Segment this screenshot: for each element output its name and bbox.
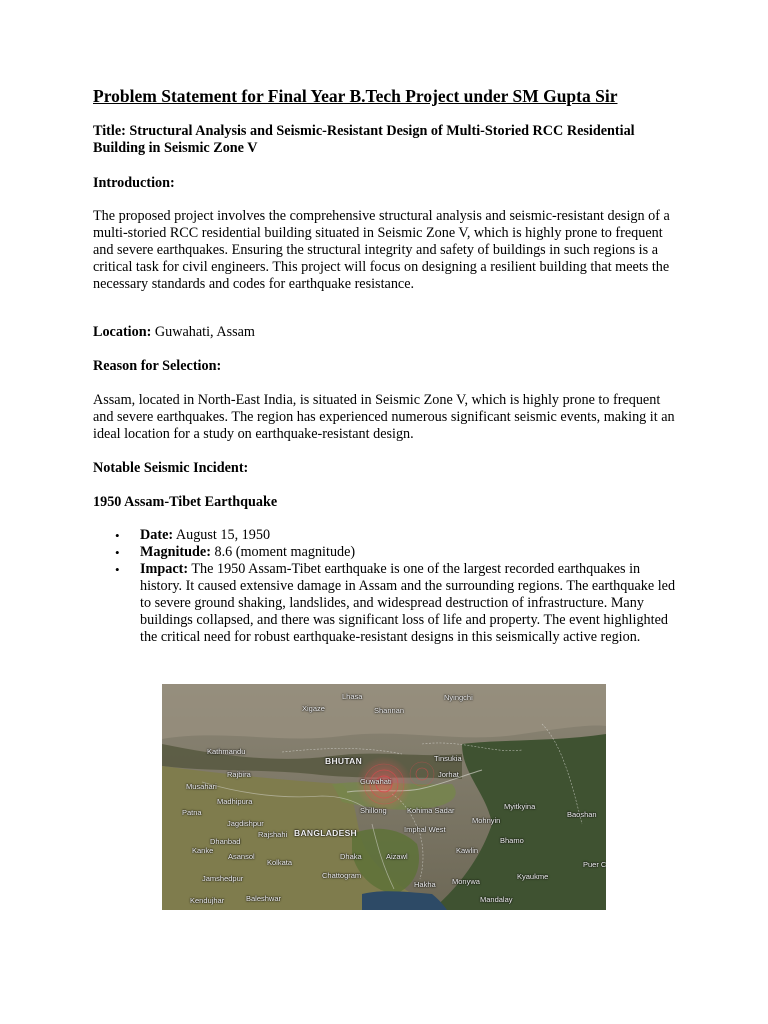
map-label-shannan: Shannan — [374, 706, 405, 715]
map-label-asansol: Asansol — [228, 852, 255, 861]
map-label-puer: Puer C — [583, 860, 606, 869]
map-label-kanke: Kanke — [192, 846, 214, 855]
map-label-xigaze: Xigaze — [302, 704, 325, 713]
map-label-jamshedpur: Jamshedpur — [202, 874, 244, 883]
map-label-guwahati: Guwahati — [360, 777, 392, 786]
map-label-rajshahi: Rajshahi — [258, 830, 288, 839]
fact-label: Date: — [140, 527, 174, 543]
bullet-icon: • — [115, 528, 120, 543]
map-label-kohima: Kohima Sadar — [407, 806, 455, 815]
map-label-kolkata: Kolkata — [267, 858, 293, 867]
map-label-bangladesh: BANGLADESH — [294, 828, 357, 838]
introduction-paragraph: The proposed project involves the comprehensive structural analysis and seismic-resistant design of a multi-storied RCC residential building situated in Seismic Zone V, which is highly prone to frequent and severe earthquakes. Ensuring the structural integrity and safety of buildings in such regions is a critical task for civil engineers. This project will focus on designing a resilient building that meets the necessary standards and codes for earthquake resistance. — [93, 208, 670, 292]
map-label-jagdishpur: Jagdishpur — [227, 819, 264, 828]
map-label-baoshan: Baoshan — [567, 810, 597, 819]
map-label-kyaukme: Kyaukme — [517, 872, 549, 881]
map-label-kawlin: Kawlin — [456, 846, 479, 855]
earthquake-heading: 1950 Assam-Tibet Earthquake — [93, 494, 278, 510]
fact-date — [93, 527, 683, 544]
map-label-imphal: Imphal West — [404, 825, 446, 834]
bullet-icon: • — [115, 545, 120, 560]
satellite-map-image — [162, 684, 606, 910]
notable-incident-heading: Notable Seismic Incident: — [93, 460, 249, 476]
map-label-myitkyina: Myitkyina — [504, 802, 536, 811]
map-label-tinsukia: Tinsukia — [434, 754, 462, 763]
map-label-patna: Patna — [182, 808, 202, 817]
map-label-baleshwar: Baleshwar — [246, 894, 282, 903]
fact-magnitude — [93, 544, 683, 561]
map-label-kendujhar: Kendujhar — [190, 896, 225, 905]
map-label-hakha: Hakha — [414, 880, 436, 889]
location-line — [93, 324, 683, 341]
reason-heading: Reason for Selection: — [93, 358, 222, 374]
map-label-nyingchi: Nyingchi — [444, 693, 473, 702]
map-label-mandalay: Mandalay — [480, 895, 513, 904]
introduction-heading: Introduction: — [93, 175, 175, 191]
map-label-bhamo: Bhamo — [500, 836, 524, 845]
map-label-mohnyin: Mohnyin — [472, 816, 501, 825]
map-label-chattogram: Chattogram — [322, 871, 362, 880]
map-label-monywa: Monywa — [452, 877, 480, 886]
map-label-dhaka: Dhaka — [340, 852, 362, 861]
map-label-madhipura: Madhipura — [217, 797, 253, 806]
document-title: Problem Statement for Final Year B.Tech Project under SM Gupta Sir — [93, 86, 618, 106]
map-label-dhanbad: Dhanbad — [210, 837, 241, 846]
map-label-rajbira: Rajbira — [227, 770, 251, 779]
map-label-bhutan: BHUTAN — [325, 756, 363, 766]
fact-impact — [93, 561, 683, 646]
reason-paragraph: Assam, located in North-East India, is situated in Seismic Zone V, which is highly prone to frequent and severe earthquakes. The region has experienced numerous significant seismic events, making it an ideal location for a study on earthquake-resistant design. — [93, 392, 675, 442]
map-label-kathmandu: Kathmandu — [207, 747, 246, 756]
fact-value: The 1950 Assam-Tibet earthquake is one of the largest recorded earthquakes in history. It caused extensive damage in Assam and the surrounding regions. The earthquake led to severe ground shaking, landslides, and widespread destruction of infrastructure. Many buildings collapsed, and there was significant loss of life and property. The event highlighted the critical need for robust earthquake-resistant designs in this seismically active region. — [140, 561, 676, 645]
location-label: Location: — [93, 324, 152, 340]
map-label-shillong: Shillong — [360, 806, 387, 815]
fact-label: Impact: — [140, 561, 189, 577]
fact-label: Magnitude: — [140, 544, 211, 560]
map-label-lhasa: Lhasa — [342, 692, 363, 701]
map-label-jorhat: Jorhat — [438, 770, 459, 779]
fact-value: August 15, 1950 — [173, 527, 271, 543]
location-value: Guwahati, Assam — [151, 324, 255, 340]
project-title: Title: Structural Analysis and Seismic-Resistant Design of Multi-Storied RCC Residential Building in Seismic Zone V — [93, 123, 635, 156]
map-label-musahari: Musahari — [186, 782, 217, 791]
fact-value: 8.6 (moment magnitude) — [210, 544, 356, 560]
earthquake-facts-list — [93, 527, 683, 646]
bullet-icon: • — [115, 562, 120, 577]
map-label-aizawl: Aizawl — [386, 852, 408, 861]
